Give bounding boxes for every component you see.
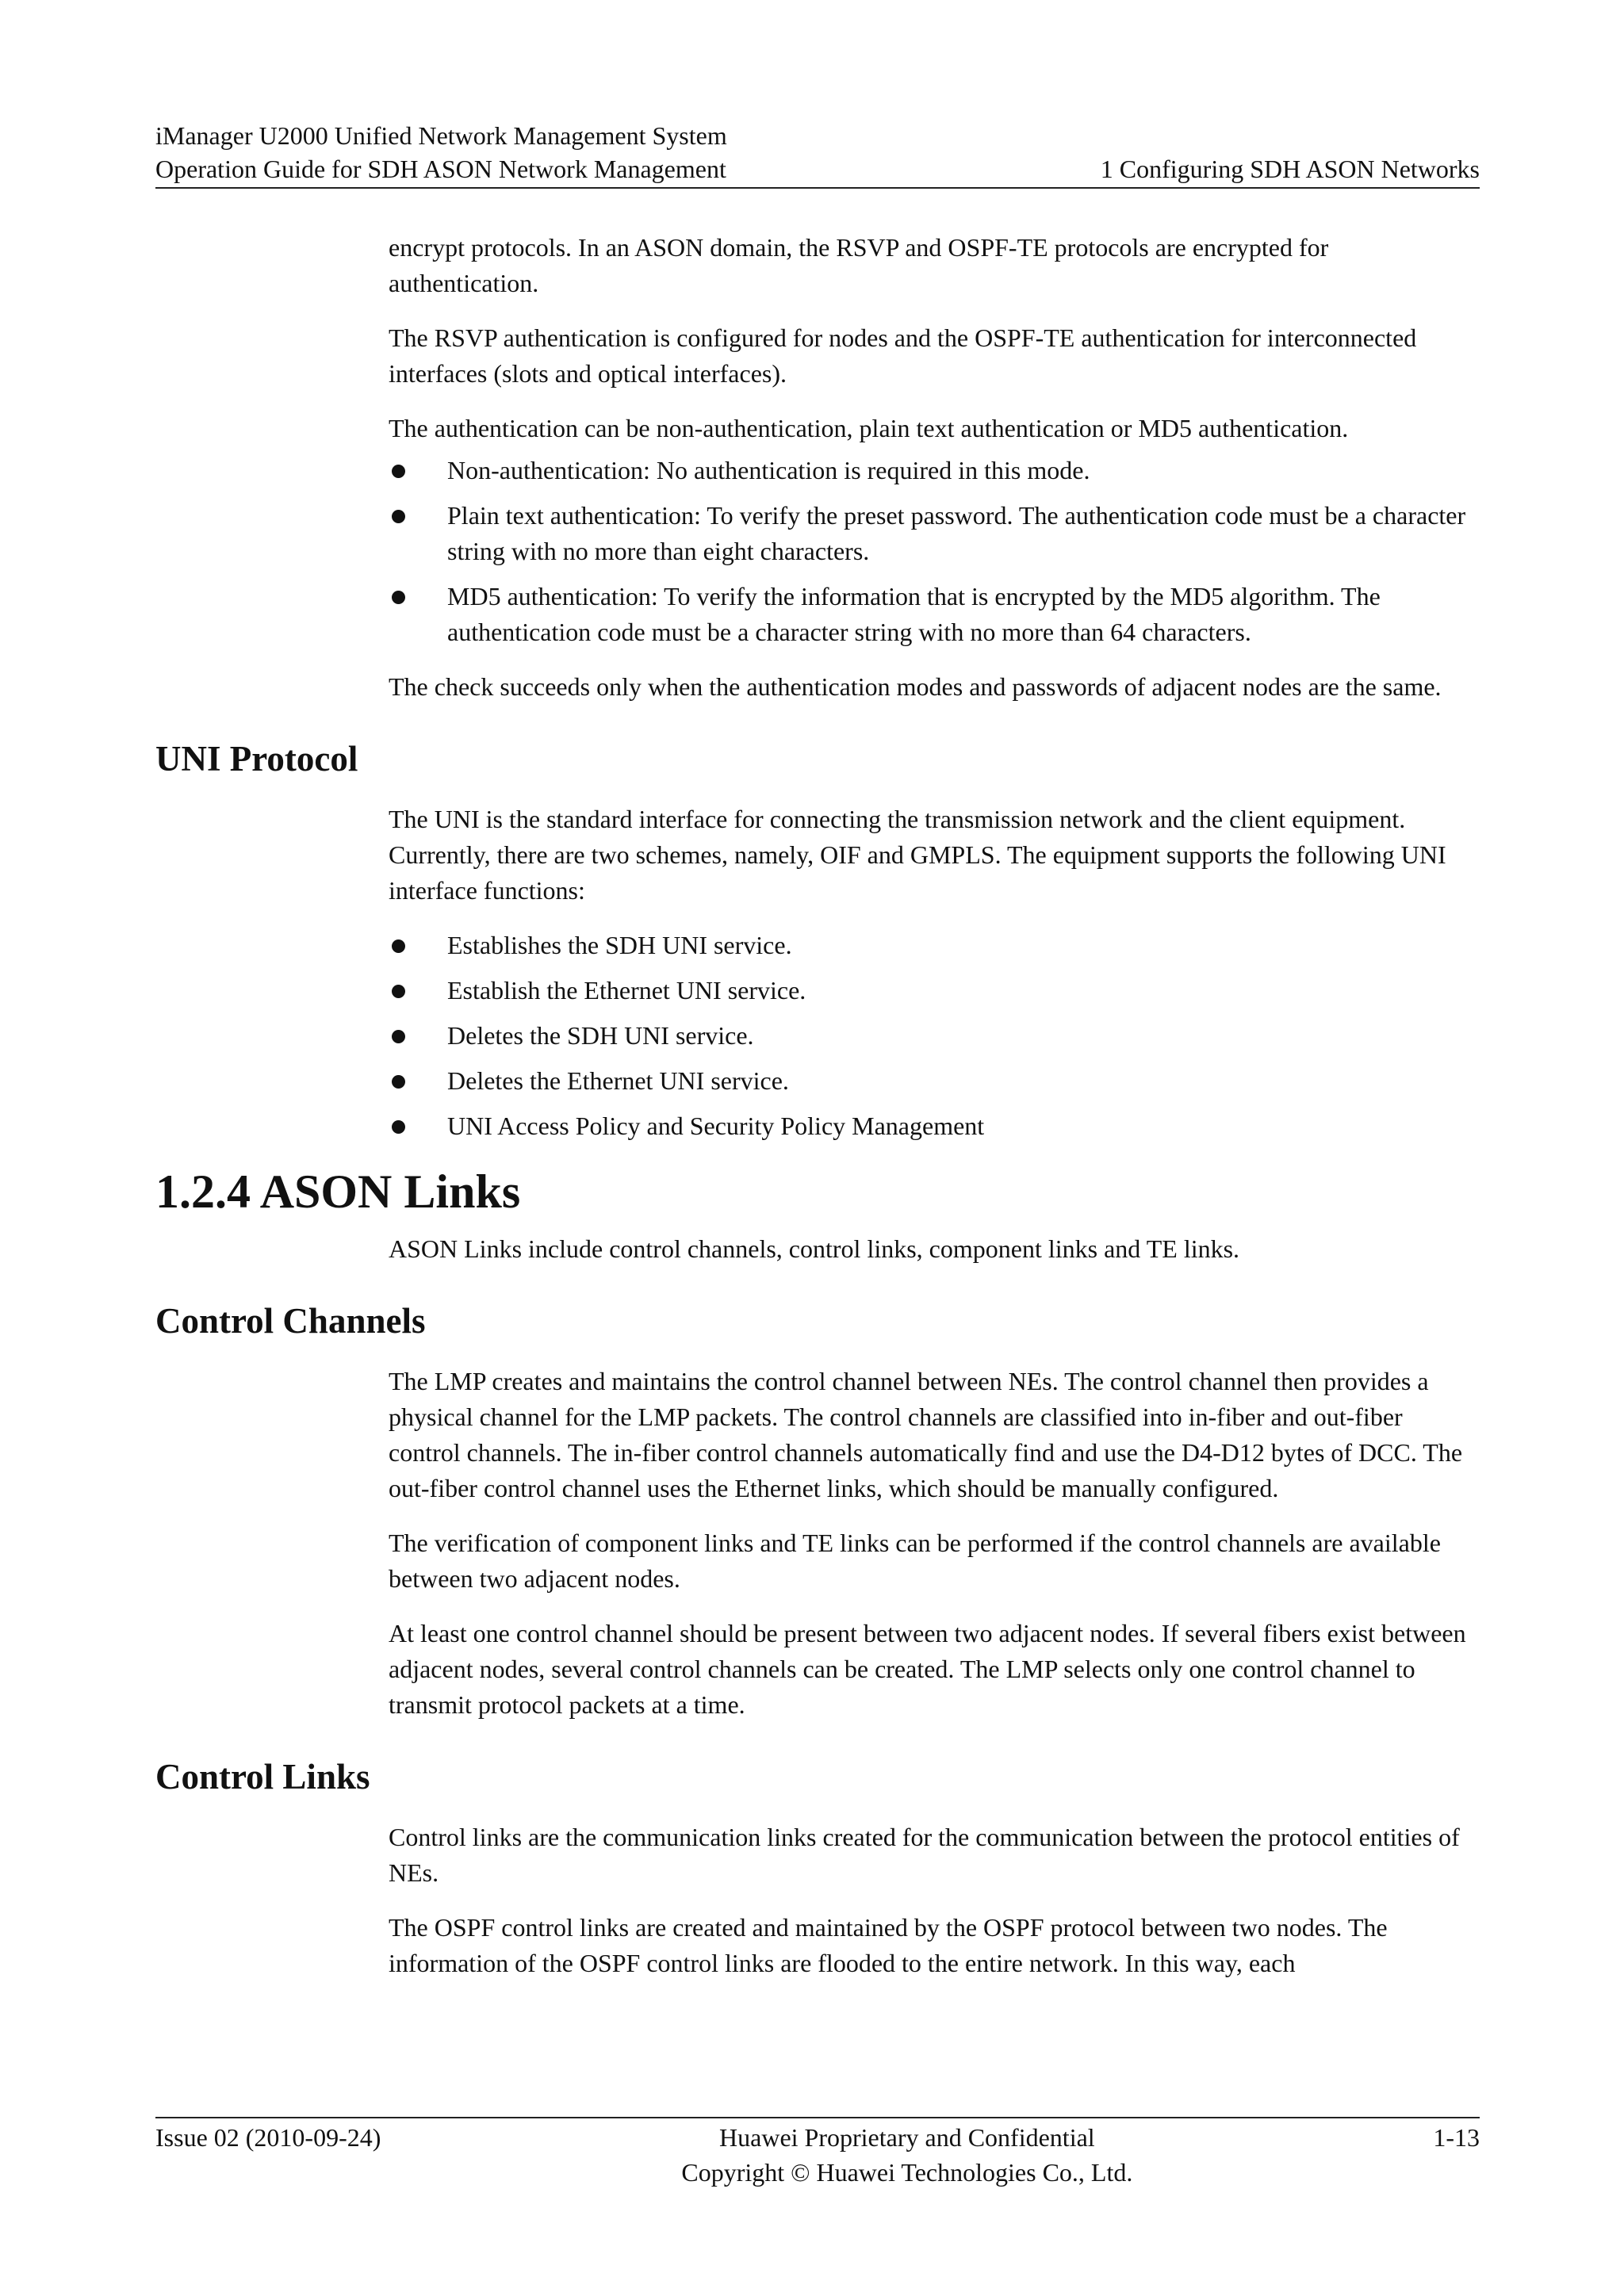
uni-section [389, 802, 1480, 1144]
page-content [155, 230, 1480, 2000]
section-heading-uni-protocol: UNI Protocol [155, 739, 358, 779]
section-heading-ason-links: 1.2.4 ASON Links [155, 1165, 521, 1218]
header-product-title: iManager U2000 Unified Network Management System [155, 121, 727, 150]
control-channels-section [389, 1364, 1480, 1723]
intro-paragraph-4: The check succeeds only when the authentication modes and passwords of adjacent nodes are the same. [389, 672, 1442, 701]
ason-links-section [389, 1231, 1480, 1267]
control-links-paragraph-1: Control links are the communication links created for the communication between the protocol entities of NEs. [389, 1823, 1460, 1887]
footer-copyright: Copyright © Huawei Technologies Co., Ltd. [681, 2158, 1133, 2187]
header-guide-title: Operation Guide for SDH ASON Network Management [155, 155, 726, 183]
list-item [389, 973, 1480, 1008]
header-chapter-title: 1 Configuring SDH ASON Networks [1100, 155, 1480, 183]
list-item [389, 1108, 1480, 1144]
list-item [389, 928, 1480, 963]
intro-paragraph-2: The RSVP authentication is configured for nodes and the OSPF-TE authentication for interconnected interfaces (slots and optical interfaces). [389, 323, 1417, 388]
auth-mode-list [389, 453, 1480, 650]
list-item-text: Deletes the Ethernet UNI service. [447, 1066, 789, 1095]
page-footer [155, 2117, 1480, 2190]
bullet-icon [392, 1075, 405, 1089]
control-channels-paragraph-3: At least one control channel should be present between two adjacent nodes. If several fibers exist between adjacent nodes, several control channels can be created. The LMP selects only one control channel to transmit protocol packets at a time. [389, 1619, 1466, 1719]
list-item-text: MD5 authentication: To verify the information that is encrypted by the MD5 algorithm. The authentication code must be a character string with no more than 64 characters. [447, 582, 1381, 646]
bullet-icon [392, 985, 405, 998]
list-item [389, 579, 1480, 650]
bullet-icon [392, 510, 405, 523]
list-item [389, 1018, 1480, 1054]
control-channels-paragraph-2: The verification of component links and TE links can be performed if the control channels are available between two adjacent nodes. [389, 1529, 1441, 1593]
footer-center [681, 2120, 1132, 2190]
uni-paragraph-1: The UNI is the standard interface for connecting the transmission network and the client equipment. Currently, there are two schemes, namely, OIF and GMPLS. The equipment supports the following UNI interface functions: [389, 805, 1446, 905]
control-links-section [389, 1820, 1480, 1981]
footer-row [155, 2120, 1480, 2190]
list-item [389, 498, 1480, 569]
intro-paragraph-1: encrypt protocols. In an ASON domain, the RSVP and OSPF-TE protocols are encrypted for authentication. [389, 233, 1329, 297]
bullet-icon [392, 465, 405, 478]
bullet-icon [392, 591, 405, 604]
intro-section [389, 230, 1480, 705]
bullet-icon [392, 1120, 405, 1134]
list-item-text: Deletes the SDH UNI service. [447, 1021, 754, 1050]
control-links-paragraph-2: The OSPF control links are created and maintained by the OSPF protocol between two nodes. The information of the OSPF control links are flooded to the entire network. In this way, each [389, 1913, 1388, 1977]
list-item-text: Plain text authentication: To verify the preset password. The authentication code must be a character string with no more than eight characters. [447, 501, 1466, 565]
list-item [389, 453, 1480, 488]
page-header [155, 119, 1480, 189]
section-heading-control-channels: Control Channels [155, 1301, 426, 1341]
list-item-text: UNI Access Policy and Security Policy Management [447, 1112, 985, 1140]
list-item-text: Non-authentication: No authentication is required in this mode. [447, 456, 1090, 484]
header-row [155, 152, 1480, 186]
section-heading-control-links: Control Links [155, 1757, 370, 1797]
footer-page-number: 1-13 [1433, 2123, 1480, 2152]
bullet-icon [392, 1030, 405, 1043]
uni-function-list [389, 928, 1480, 1144]
control-channels-paragraph-1: The LMP creates and maintains the control channel between NEs. The control channel then provides a physical channel for the LMP packets. The control channels are classified into in-fiber and out-fiber control channels. The in-fiber control channels automatically find and use the D4-D12 bytes of DCC. The out-fiber control channel uses the Ethernet links, which should be manually configured. [389, 1367, 1463, 1502]
footer-issue: Issue 02 (2010-09-24) [155, 2123, 381, 2152]
list-item [389, 1063, 1480, 1099]
bullet-icon [392, 939, 405, 953]
list-item-text: Establishes the SDH UNI service. [447, 931, 792, 959]
ason-links-paragraph: ASON Links include control channels, control links, component links and TE links. [389, 1234, 1240, 1263]
footer-confidential: Huawei Proprietary and Confidential [719, 2123, 1095, 2152]
list-item-text: Establish the Ethernet UNI service. [447, 976, 806, 1004]
intro-paragraph-3: The authentication can be non-authentication, plain text authentication or MD5 authentication. [389, 414, 1349, 442]
